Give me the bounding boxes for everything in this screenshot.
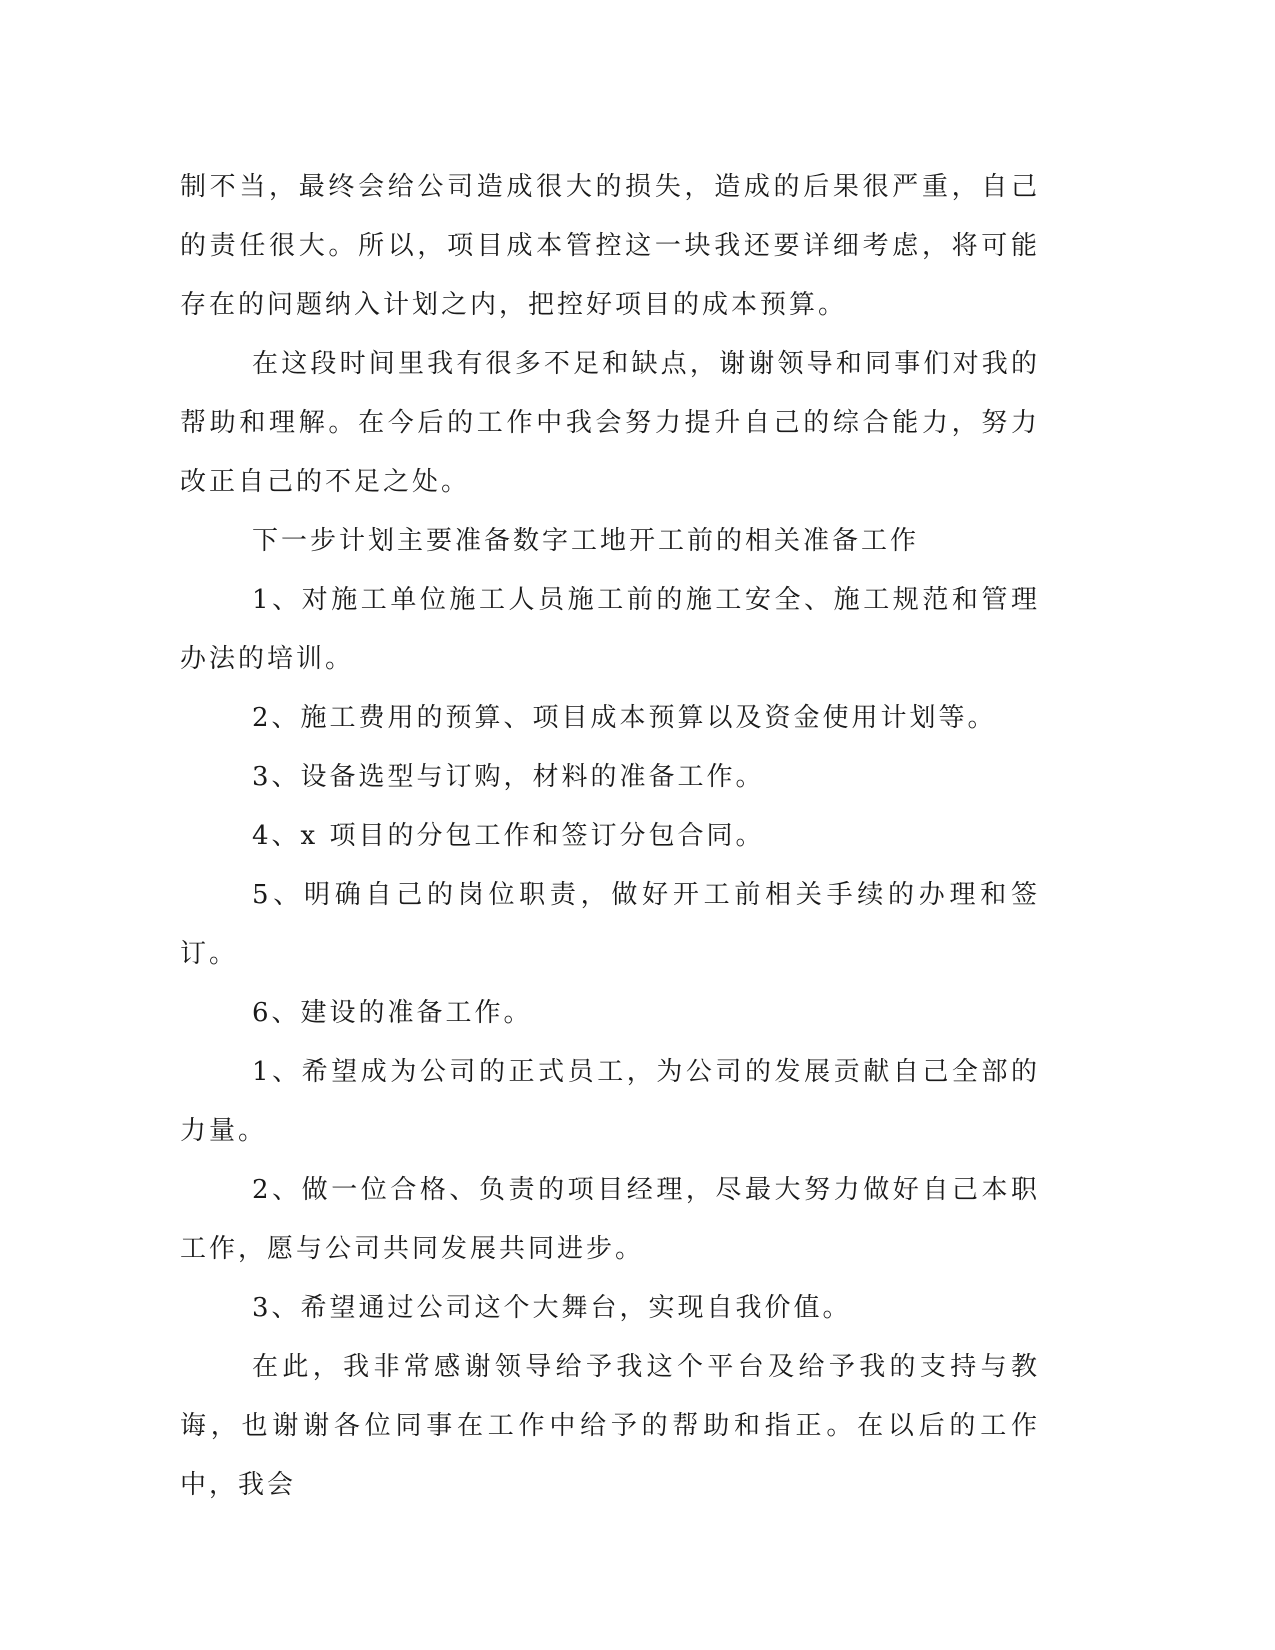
- list-item: 1、对施工单位施工人员施工前的施工安全、施工规范和管理办法的培训。: [180, 585, 1040, 674]
- list-item: 3、设备选型与订购，材料的准备工作。: [252, 762, 765, 792]
- list-item: 2、做一位合格、负责的项目经理，尽最大努力做好自己本职工作，愿与公司共同发展共同进步。: [180, 1175, 1040, 1264]
- plan-heading: 下一步计划主要准备数字工地开工前的相关准备工作: [252, 526, 920, 556]
- list-item: 4、x 项目的分包工作和签订分包合同。: [252, 821, 765, 851]
- document-body: [180, 158, 1040, 1515]
- list-item: 5、明确自己的岗位职责，做好开工前相关手续的办理和签订。: [180, 880, 1040, 969]
- paragraph: 在这段时间里我有很多不足和缺点，谢谢领导和同事们对我的帮助和理解。在今后的工作中我会努力提升自己的综合能力，努力改正自己的不足之处。: [180, 349, 1040, 497]
- paragraph: 在此，我非常感谢领导给予我这个平台及给予我的支持与教诲，也谢谢各位同事在工作中给予的帮助和指正。在以后的工作中，我会: [180, 1352, 1040, 1500]
- list-item: 1、希望成为公司的正式员工，为公司的发展贡献自己全部的力量。: [180, 1057, 1040, 1146]
- list-item: 2、施工费用的预算、项目成本预算以及资金使用计划等。: [252, 703, 997, 733]
- paragraph: 制不当，最终会给公司造成很大的损失，造成的后果很严重，自己的责任很大。所以，项目成本管控这一块我还要详细考虑，将可能存在的问题纳入计划之内，把控好项目的成本预算。: [180, 172, 1040, 320]
- list-item: 6、建设的准备工作。: [252, 998, 533, 1028]
- list-item: 3、希望通过公司这个大舞台，实现自我价值。: [252, 1293, 852, 1323]
